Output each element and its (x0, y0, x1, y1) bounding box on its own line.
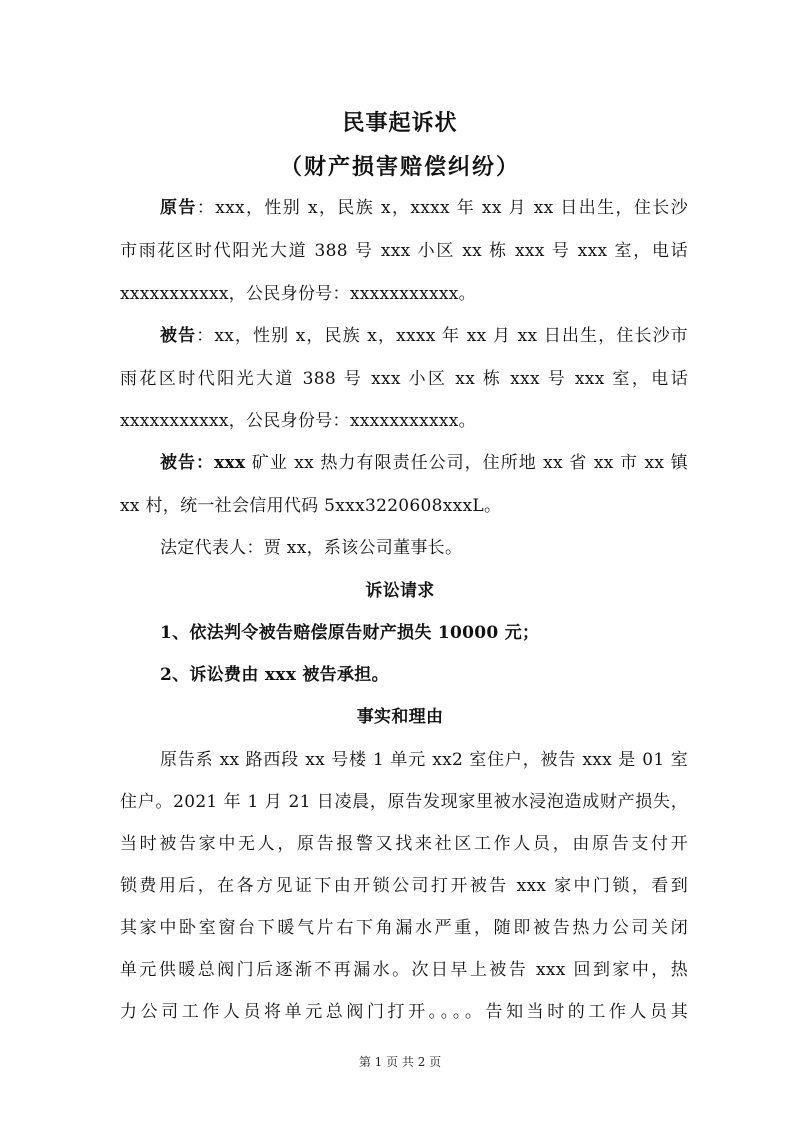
page-number-footer: 第 1 页 共 2 页 (358, 1055, 442, 1069)
defendant1-label: 被告 (160, 326, 197, 346)
facts-line: 原告系 xx 路西段 xx 号楼 1 单元 xx2 室住户，被告 xxx 是 01 室 (160, 750, 688, 770)
claims-heading: 诉讼请求 (365, 581, 435, 601)
claim-item-2: 2、诉讼费由 xxx 被告承担。 (160, 665, 389, 685)
plaintiff-line-1: 原告：xxx，性别 x，民族 x，xxxx 年 xx 月 xx 日出生，住长沙 (160, 198, 689, 218)
defendant2-label: 被告：xxx (160, 453, 246, 473)
defendant1-line-2: 雨花区时代阳光大道 388 号 xxx 小区 xx 栋 xxx 号 xxx 室，电话 (120, 369, 688, 389)
document-subtitle: （财产损害赔偿纠纷） (279, 154, 520, 180)
defendant2-line-1: 被告：xxx 矿业 xx 热力有限责任公司，住所地 xx 省 xx 市 xx 镇 (160, 453, 688, 473)
facts-line: 住户。2021 年 1 月 21 日凌晨，原告发现家里被水浸泡造成财产损失， (120, 792, 688, 812)
defendant1-line-3: xxxxxxxxxxx，公民身份号：xxxxxxxxxxx。 (120, 411, 476, 431)
claim-item-1: 1、依法判令被告赔偿原告财产损失 10000 元； (160, 623, 540, 643)
facts-line: 锁费用后，在各方见证下由开锁公司打开被告 xxx 家中门锁，看到 (120, 876, 688, 896)
document-title: 民事起诉状 (342, 110, 458, 136)
plaintiff-line-2: 市雨花区时代阳光大道 388 号 xxx 小区 xx 栋 xxx 号 xxx 室，电话 (120, 241, 688, 261)
facts-line: 单元供暖总阀门后逐渐不再漏水。次日早上被告 xxx 回到家中，热 (120, 960, 688, 980)
legal-representative: 法定代表人：贾 xx，系该公司董事长。 (160, 538, 463, 558)
facts-line: 当时被告家中无人，原告报警又找来社区工作人员，由原告支付开 (120, 834, 688, 854)
facts-line: 其家中卧室窗台下暖气片右下角漏水严重，随即被告热力公司关闭 (120, 918, 688, 938)
facts-heading: 事实和理由 (356, 707, 444, 727)
defendant2-line-2: xx 村，统一社会信用代码 5xxx3220608xxxL。 (120, 496, 502, 516)
defendant1-line-1: 被告：xx，性别 x，民族 x，xxxx 年 xx 月 xx 日出生，住长沙市 (160, 326, 688, 346)
plaintiff-label: 原告 (160, 198, 197, 218)
facts-line: 力公司工作人员将单元总阀门打开。。。。告知当时的工作人员其 (120, 1002, 688, 1022)
plaintiff-line-3: xxxxxxxxxxx，公民身份号：xxxxxxxxxxx。 (120, 284, 476, 304)
